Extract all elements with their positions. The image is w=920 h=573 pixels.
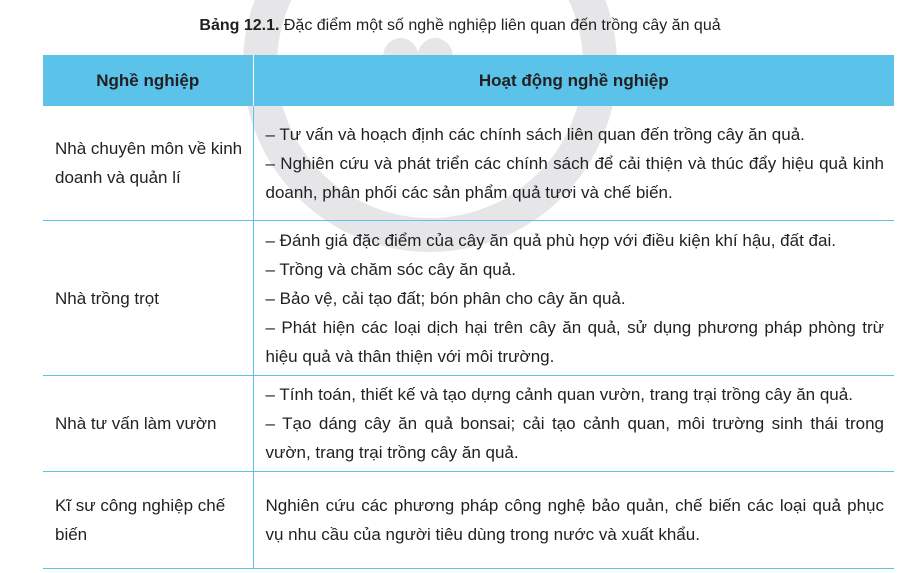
activities-cell: [253, 376, 894, 472]
caption-label: Bảng 12.1.: [199, 17, 280, 34]
activity-item: Nghiên cứu các phương pháp công nghệ bảo quản, chế biến các loại quả phục vụ nhu cầu của người tiêu dùng trong nước và xuất khẩu.: [265, 496, 884, 544]
header-activities: Hoạt động nghề nghiệp: [253, 55, 894, 106]
table-row: [43, 472, 894, 569]
job-cell: Nhà tư vấn làm vườn: [43, 376, 253, 472]
activity-item: – Phát hiện các loại dịch hại trên cây ăn quả, sử dụng phương pháp phòng trừ hiệu quả và thân thiện với môi trường.: [265, 317, 884, 366]
table-header-row: [43, 55, 894, 106]
activity-item: – Đánh giá đặc điểm của cây ăn quả phù hợp với điều kiện khí hậu, đất đai.: [265, 230, 836, 250]
header-job: Nghề nghiệp: [43, 55, 253, 106]
table-row: [43, 106, 894, 221]
caption-text: Đặc điểm một số nghề nghiệp liên quan đến trồng cây ăn quả: [279, 17, 721, 34]
activity-item: – Trồng và chăm sóc cây ăn quả.: [265, 259, 516, 279]
table-row: [43, 376, 894, 472]
activity-item: – Bảo vệ, cải tạo đất; bón phân cho cây ăn quả.: [265, 288, 626, 308]
careers-table: [43, 55, 894, 569]
activities-cell: [253, 472, 894, 569]
activities-cell: [253, 106, 894, 221]
job-cell: Nhà trồng trọt: [43, 221, 253, 376]
table-row: [43, 221, 894, 376]
job-cell: Nhà chuyên môn về kinh doanh và quản lí: [43, 106, 253, 221]
activity-item: – Tạo dáng cây ăn quả bonsai; cải tạo cảnh quan, môi trường sinh thái trong vườn, trang trại trồng cây ăn quả.: [265, 414, 884, 462]
activity-item: – Tư vấn và hoạch định các chính sách liên quan đến trồng cây ăn quả.: [265, 124, 805, 144]
activity-item: – Nghiên cứu và phát triển các chính sách để cải thiện và thúc đẩy hiệu quả kinh doanh, phân phối các sản phẩm quả tươi và chế biến.: [265, 153, 884, 202]
careers-table-container: [43, 55, 894, 569]
activities-cell: [253, 221, 894, 376]
activity-item: – Tính toán, thiết kế và tạo dựng cảnh quan vườn, trang trại trồng cây ăn quả.: [265, 385, 853, 404]
job-cell: Kĩ sư công nghiệp chế biến: [43, 472, 253, 569]
table-caption: [0, 15, 920, 37]
